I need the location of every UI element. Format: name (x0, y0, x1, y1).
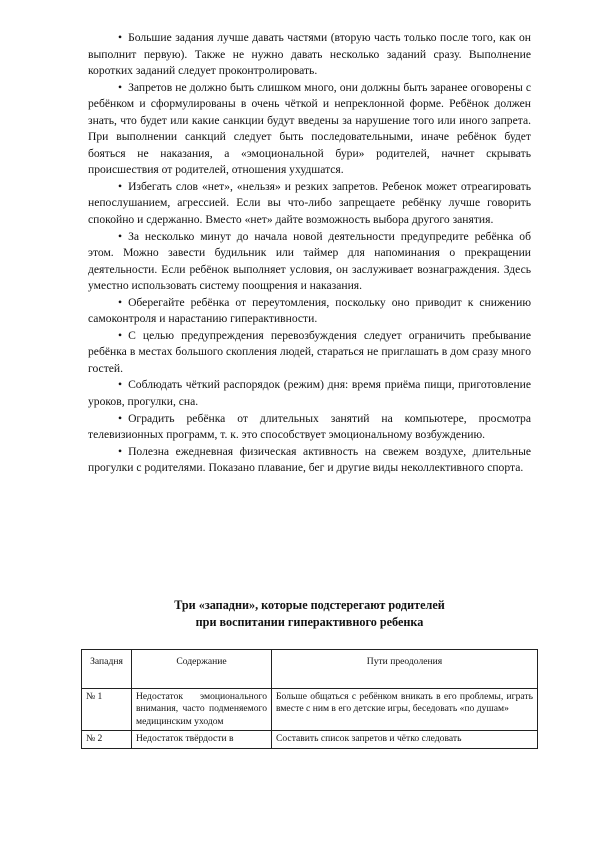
trap-content: Недостаток твёрдости в (132, 731, 272, 748)
column-header-trap: Западня (82, 650, 132, 689)
bullet-icon: • (118, 378, 123, 392)
trap-solution: Больше общаться с ребёнком вникать в его проблемы, играть вместе с ним в его детские игры, беседовать «по душам» (272, 689, 538, 731)
heading-line-1: Три «западни», которые подстерегают родителей (174, 598, 445, 612)
paragraph: • Большие задания лучше давать частями (вторую часть только после того, как он выполнит первую). Также не нужно давать несколько заданий сразу. Выполнение коротких заданий следует проконтролировать. (88, 31, 531, 78)
paragraph: • Полезна ежедневная физическая активность на свежем воздухе, длительные прогулки с родителями. Показано плавание, бег и другие виды неколлективного спорта. (88, 444, 531, 475)
section-heading (88, 597, 531, 631)
trap-solution: Составить список запретов и чётко следовать (272, 731, 538, 748)
trap-number: № 2 (82, 731, 132, 748)
paragraph: • Избегать слов «нет», «нельзя» и резких запретов. Ребенок может отреагировать непослушанием, агрессией. Если вы что-либо запрещаете ребёнку лучше говорить спокойно и сдержанно. Вместо «нет» дайте возможность выбора другого занятия. (88, 179, 531, 227)
traps-table (81, 649, 538, 749)
recommendations-text (88, 30, 531, 477)
paragraph: • За несколько минут до начала новой деятельности предупредите ребёнка об этом. Можно завести будильник или таймер для напоминания о прекращении деятельности. Если ребёнок выполняет условия, он заслуживает вознаграждения. Здесь уместно использовать систему поощрения и наказания. (88, 229, 531, 293)
paragraph: • Оберегайте ребёнка от переутомления, поскольку оно приводит к снижению самоконтроля и нарастанию гиперактивности. (88, 295, 531, 326)
heading-line-2: при воспитании гиперактивного ребенка (195, 615, 424, 629)
paragraph: • Оградить ребёнка от длительных занятий на компьютере, просмотра телевизионных программ, т. к. это способствует эмоциональному возбуждению. (88, 411, 531, 442)
column-header-ways: Пути преодоления (272, 650, 538, 689)
bullet-icon: • (118, 179, 123, 193)
paragraph: • Соблюдать чёткий распорядок (режим) дня: время приёма пищи, приготовление уроков, прогулки, сна. (88, 378, 531, 409)
column-header-content: Содержание (132, 650, 272, 689)
bullet-icon: • (118, 328, 123, 342)
bullet-icon: • (118, 229, 123, 243)
trap-content: Недостаток эмоционального внимания, часто подменяемого медицинским уходом (132, 689, 272, 731)
bullet-icon: • (118, 80, 123, 94)
paragraph: • С целью предупреждения перевозбуждения следует ограничить пребывание ребёнка в местах большого скопления людей, стараться не приглашать в дом сразу много гостей. (88, 328, 531, 375)
bullet-icon: • (118, 295, 123, 309)
bullet-icon: • (118, 31, 123, 44)
paragraph: • Запретов не должно быть слишком много, они должны быть заранее оговорены с ребёнком и сформулированы в очень чёткой и непреклонной форме. Ребёнок должен знать, что будет или какие санкции будут введены за нарушение того или иного запрета. При выполнении санкций следует быть последовательными, иначе ребёнок будет бояться не наказания, а «эмоциональной бури» родителей, начнет скрывать происшествия от родителей, отношения ухудшатся. (88, 80, 531, 177)
table-header-row (82, 650, 538, 689)
bullet-icon: • (118, 444, 123, 458)
trap-number: № 1 (82, 689, 132, 731)
page-bottom-crop (0, 778, 595, 842)
table-row (82, 731, 538, 748)
bullet-icon: • (118, 411, 123, 425)
table-row (82, 689, 538, 731)
